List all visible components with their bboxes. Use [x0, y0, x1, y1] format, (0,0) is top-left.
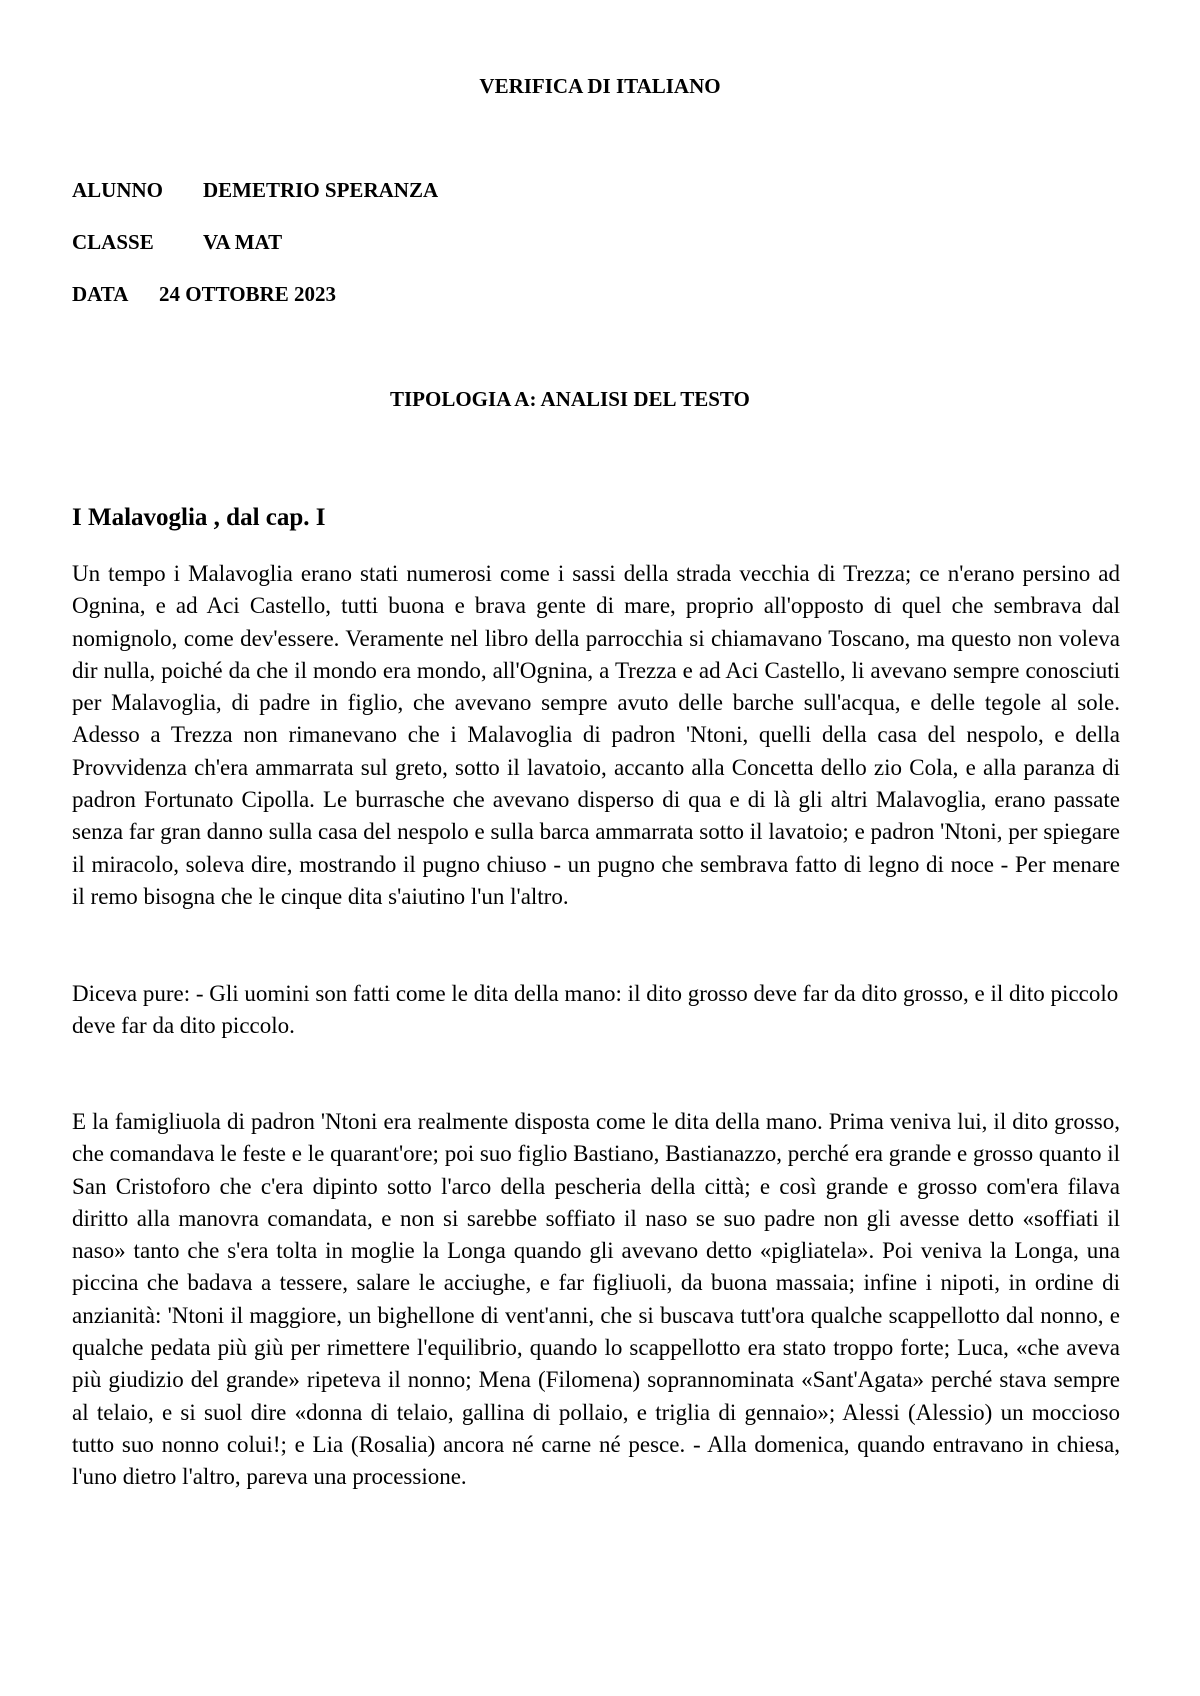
student-name-label: ALUNNO: [72, 178, 164, 202]
date-label: DATA: [72, 282, 129, 306]
passage-paragraph: Diceva pure: - Gli uomini son fatti come le dita della mano: il dito grosso deve far da dito grosso, e il dito piccolo deve far da dito piccolo.: [72, 981, 1119, 1039]
date-row: [72, 282, 336, 307]
section-title: TIPOLOGIA A: ANALISI DEL TESTO: [390, 387, 750, 411]
class-row: [72, 230, 282, 255]
document-title: VERIFICA DI ITALIANO: [479, 74, 721, 98]
passage-title: I Malavoglia , dal cap. I: [72, 504, 326, 531]
passage-paragraph: Un tempo i Malavoglia erano stati numerosi come i sassi della strada vecchia di Trezza; ce n'erano persino ad Ognina, e ad Aci Castello, tutti buona e brava gente di mare, proprio all'opposto di quel che sembrava dal nomignolo, come dev'essere. Veramente nel libro della parrocchia si chiamavano Toscano, ma questo non voleva dir nulla, poiché da che il mondo era mondo, all'Ognina, a Trezza e ad Aci Castello, li avevano sempre conosciuti per Malavoglia, di padre in figlio, che avevano sempre avuto delle barche sull'acqua, e delle tegole al sole. Adesso a Trezza non rimanevano che i Malavoglia di padron 'Ntoni, quelli della casa del nespolo, e della Provvidenza ch'era ammarrata sul greto, sotto il lavatoio, accanto alla Concetta dello zio Cola, e alla paranza di padron Fortunato Cipolla. Le burrasche che avevano disperso di qua e di là gli altri Malavoglia, erano passate senza far gran danno sulla casa del nespolo e sulla barca ammarrata sotto il lavatoio; e padron 'Ntoni, per spiegare il miracolo, soleva dire, mostrando il pugno chiuso - un pugno che sembrava fatto di legno di noce - Per menare il remo bisogna che le cinque dita s'aiutino l'un l'altro.: [72, 561, 1120, 909]
student-name-row: [72, 178, 438, 203]
date-value: 24 OTTOBRE 2023: [159, 282, 336, 306]
student-name-value: DEMETRIO SPERANZA: [203, 178, 439, 202]
passage-paragraph: E la famigliuola di padron 'Ntoni era realmente disposta come le dita della mano. Prima veniva lui, il dito grosso, che comandava le feste e le quarant'ore; poi suo figlio Bastiano, Bastianazzo, perché era grande e grosso quanto il San Cristoforo che c'era dipinto sotto l'arco della pescheria della città; e così grande e grosso com'era filava diritto alla manovra comandata, e non si sarebbe soffiato il naso se suo padre non gli avesse detto «soffiati il naso» tanto che s'era tolta in moglie la Longa quando gli avevano detto «pigliatela». Poi veniva la Longa, una piccina che badava a tessere, salare le acciughe, e far figliuoli, da buona massaia; infine i nipoti, in ordine di anzianità: 'Ntoni il maggiore, un bighellone di vent'anni, che si buscava tutt'ora qualche scappellotto dal nonno, e qualche pedata più giù per rimettere l'equilibrio, quando lo scappellotto era stato troppo forte; Luca, «che aveva più giudizio del grande» ripeteva il nonno; Mena (Filomena) soprannominata «Sant'Agata» perché stava sempre al telaio, e si suol dire «donna di telaio, gallina di pollaio, e triglia di gennaio»; Alessi (Alessio) un moccioso tutto suo nonno colui!; e Lia (Rosalia) ancora né carne né pesce. - Alla domenica, quando entravano in chiesa, l'uno dietro l'altro, pareva una processione.: [72, 1109, 1120, 1490]
class-label: CLASSE: [72, 230, 154, 254]
class-value: VA MAT: [203, 230, 283, 254]
